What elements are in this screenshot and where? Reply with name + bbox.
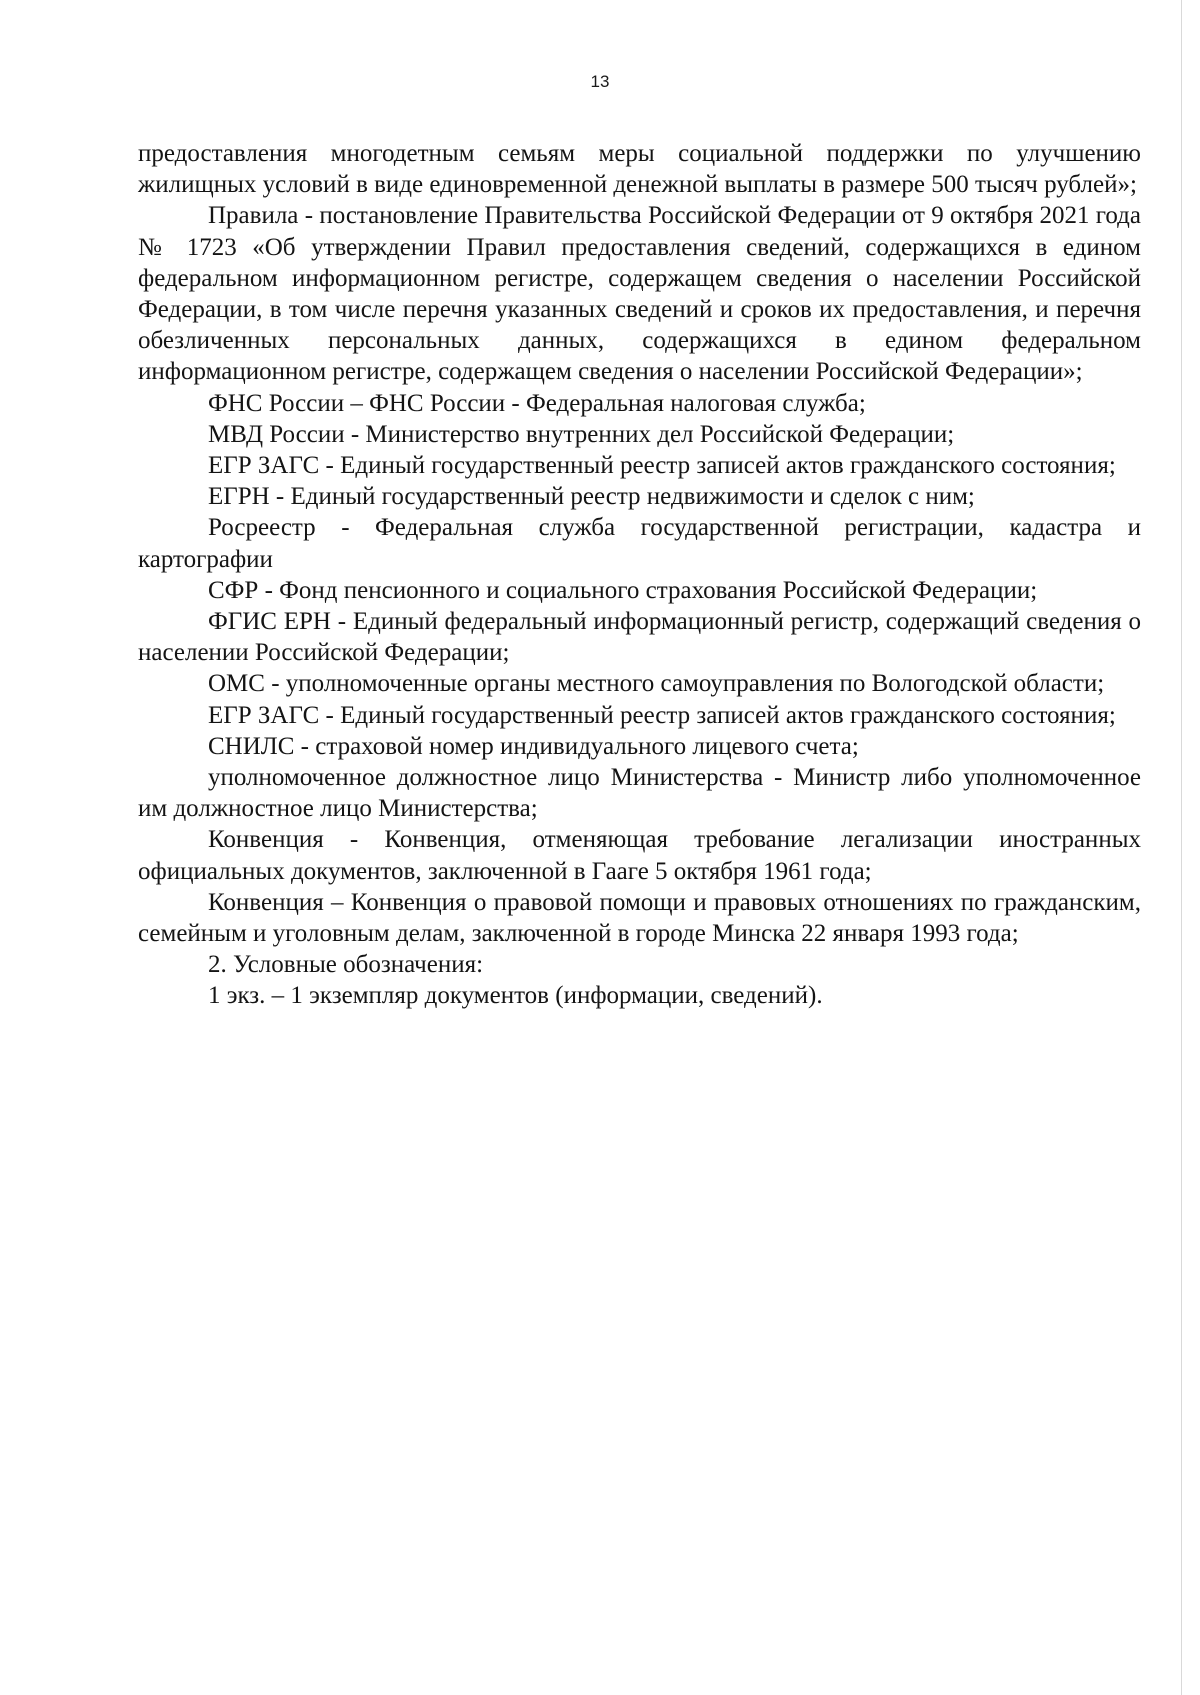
- page-number: 13: [590, 72, 610, 91]
- paragraph-16: 2. Условные обозначения:: [208, 951, 484, 979]
- paragraph-11: ЕГР ЗАГС - Единый государственный реестр записей актов гражданского состояния;: [208, 701, 1116, 729]
- paragraph-6: ЕГРН - Единый государственный реестр недвижимости и сделок с ним;: [208, 483, 975, 511]
- paragraph-13: уполномоченное должностное лицо Министерства - Министр либо уполномоченное им должностное лицо Министерства;: [138, 764, 1141, 823]
- paragraph-12: СНИЛС - страховой номер индивидуального лицевого счета;: [208, 732, 859, 760]
- paragraph-2: Правила - постановление Правительства Российской Федерации от 9 октября 2021 года № 1723 «Об утверждении Правил предоставления сведений, содержащихся в едином федеральном информационном регистре, содержащем сведения о населении Российской Федерации, в том числе перечня указанных сведений и сроков их предоставления, и перечня обезличенных персональных данных, содержащихся в едином федеральном информационном регистре, содержащем сведения о населении Российской Федерации»;: [138, 202, 1141, 386]
- paragraph-10: ОМС - уполномоченные органы местного самоуправления по Вологодской области;: [208, 670, 1105, 698]
- paragraph-1: предоставления многодетным семьям меры социальной поддержки по улучшению жилищных условий в виде единовременной денежной выплаты в размере 500 тысяч рублей»;: [138, 140, 1141, 199]
- paragraph-15: Конвенция – Конвенция о правовой помощи и правовых отношениях по гражданским, семейным и уголовным делам, заключенной в городе Минска 22 января 1993 года;: [138, 888, 1141, 948]
- paragraph-5: ЕГР ЗАГС - Единый государственный реестр записей актов гражданского состояния;: [208, 452, 1116, 480]
- paragraph-4: МВД России - Министерство внутренних дел Российской Федерации;: [208, 420, 955, 448]
- page-edge-line: [1181, 0, 1182, 1695]
- paragraph-3: ФНС России – ФНС России - Федеральная налоговая служба;: [208, 389, 866, 417]
- paragraph-14: Конвенция - Конвенция, отменяющая требование легализации иностранных официальных документов, заключенной в Гааге 5 октября 1961 года;: [138, 826, 1141, 885]
- paragraph-9: ФГИС ЕРН - Единый федеральный информационный регистр, содержащий сведения о населении Российской Федерации;: [138, 608, 1141, 667]
- paragraph-7: Росреестр - Федеральная служба государственной регистрации, кадастра и картографии: [138, 514, 1141, 573]
- paragraph-8: СФР - Фонд пенсионного и социального страхования Российской Федерации;: [208, 576, 1038, 604]
- paragraph-17: 1 экз. – 1 экземпляр документов (информации, сведений).: [208, 982, 823, 1010]
- document-body: [138, 138, 1141, 1012]
